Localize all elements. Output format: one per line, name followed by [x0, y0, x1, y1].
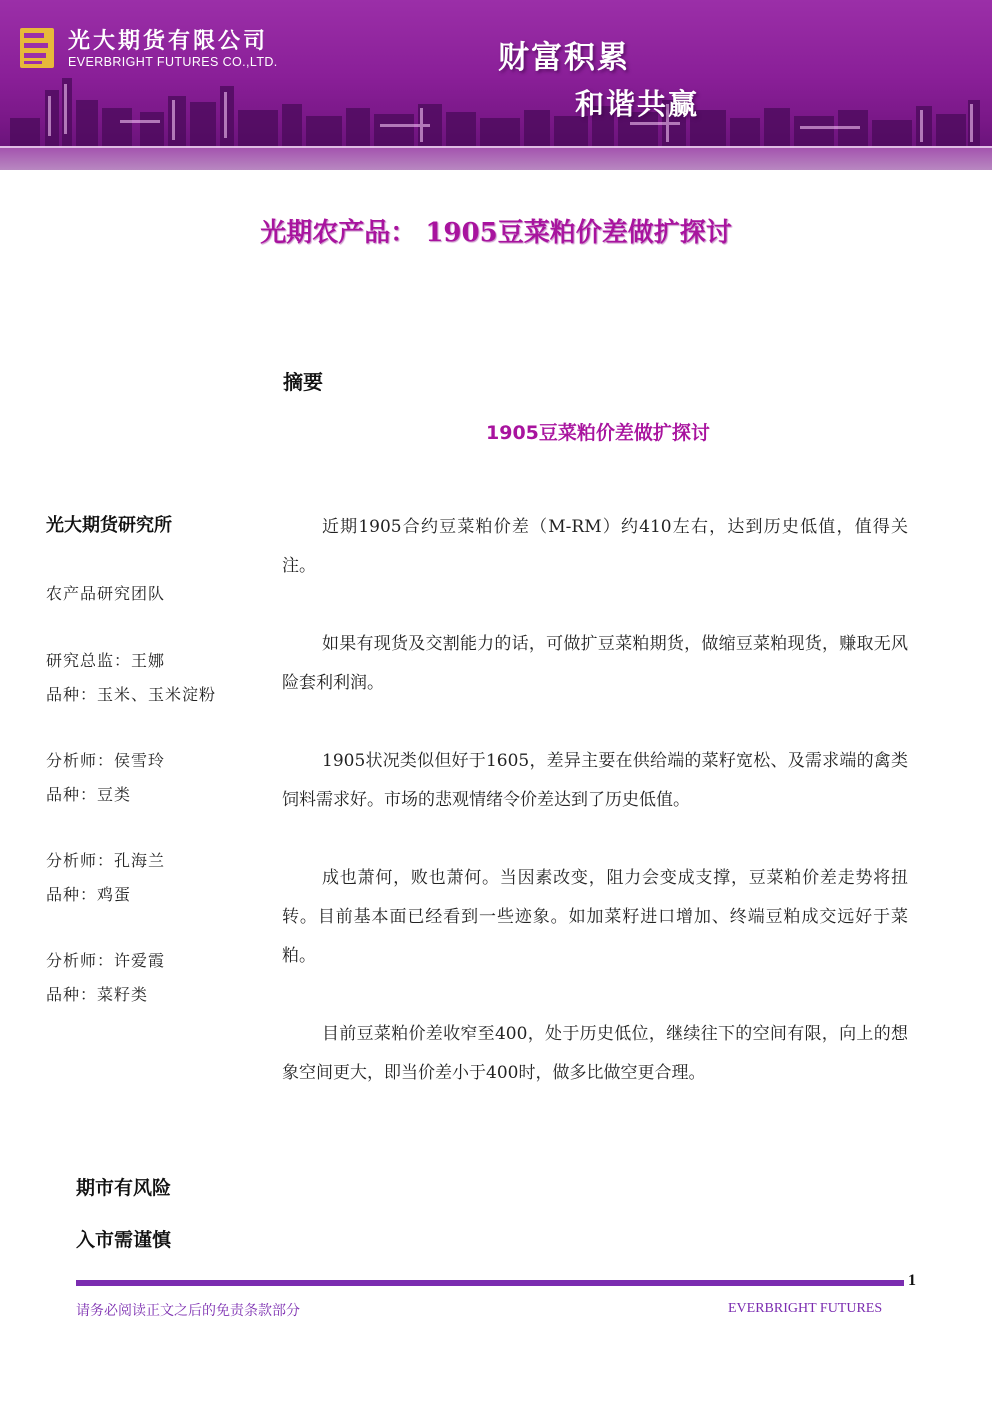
abstract-paragraph: 目前豆菜粕价差收窄至400，处于历史低位，继续往下的空间有限，向上的想象空间更大，即当价差小于400时，做多比做空更合理。 [282, 1024, 908, 1083]
abstract-paragraph: 1905状况类似但好于1605，差异主要在供给端的菜籽宽松、及需求端的禽类饲料需求好。市场的悲观情绪令价差达到了历史低值。 [282, 751, 908, 810]
slogan-line-2: 和谐共赢 [575, 87, 700, 121]
disclaimer-note: 请务必阅读正文之后的免责条款部分 [76, 1303, 300, 1319]
risk-warning-line-2: 入市需谨慎 [76, 1229, 172, 1251]
header-banner [0, 0, 992, 170]
company-logo-icon [20, 28, 54, 68]
risk-warning-line-1: 期市有风险 [76, 1177, 172, 1199]
analyst-variety-line: 品种：鸡蛋 [46, 885, 132, 904]
analyst-line: 分析师：许爱霞 [46, 951, 166, 970]
company-name-en: EVERBRIGHT FUTURES CO.,LTD. [68, 55, 278, 69]
analyst-variety-line: 品种：菜籽类 [46, 985, 149, 1004]
company-name-cn: 光大期货有限公司 [68, 29, 269, 54]
slogan-line-1: 财富积累 [498, 40, 630, 76]
analyst-line: 分析师：侯雪玲 [46, 751, 166, 770]
report-title: 光期农产品： 1905豆菜粕价差做扩探讨 [260, 218, 732, 248]
director-line: 研究总监：王娜 [46, 651, 166, 670]
analyst-variety-line: 品种：豆类 [46, 785, 132, 804]
research-team: 农产品研究团队 [46, 584, 166, 603]
report-subtitle: 1905豆菜粕价差做扩探讨 [486, 422, 710, 444]
abstract-paragraph: 近期1905合约豆菜粕价差（M-RM）约410左右，达到历史低值，值得关注。 [282, 517, 908, 576]
page-number: 1 [908, 1272, 916, 1289]
abstract-paragraph: 成也萧何，败也萧何。当因素改变，阻力会变成支撑，豆菜粕价差走势将扭转。目前基本面已经看到一些迹象。如加菜籽进口增加、终端豆粕成交远好于菜粕。 [282, 868, 908, 966]
footer-divider [76, 1280, 904, 1286]
analyst-line: 分析师：孔海兰 [46, 851, 166, 870]
director-variety-line: 品种：玉米、玉米淀粉 [46, 685, 217, 704]
abstract-heading: 摘要 [283, 370, 323, 394]
institute-name: 光大期货研究所 [46, 515, 172, 536]
abstract-paragraph: 如果有现货及交割能力的话，可做扩豆菜粕期货，做缩豆菜粕现货，赚取无风险套利利润。 [282, 634, 908, 693]
footer-brand: EVERBRIGHT FUTURES [728, 1301, 883, 1316]
